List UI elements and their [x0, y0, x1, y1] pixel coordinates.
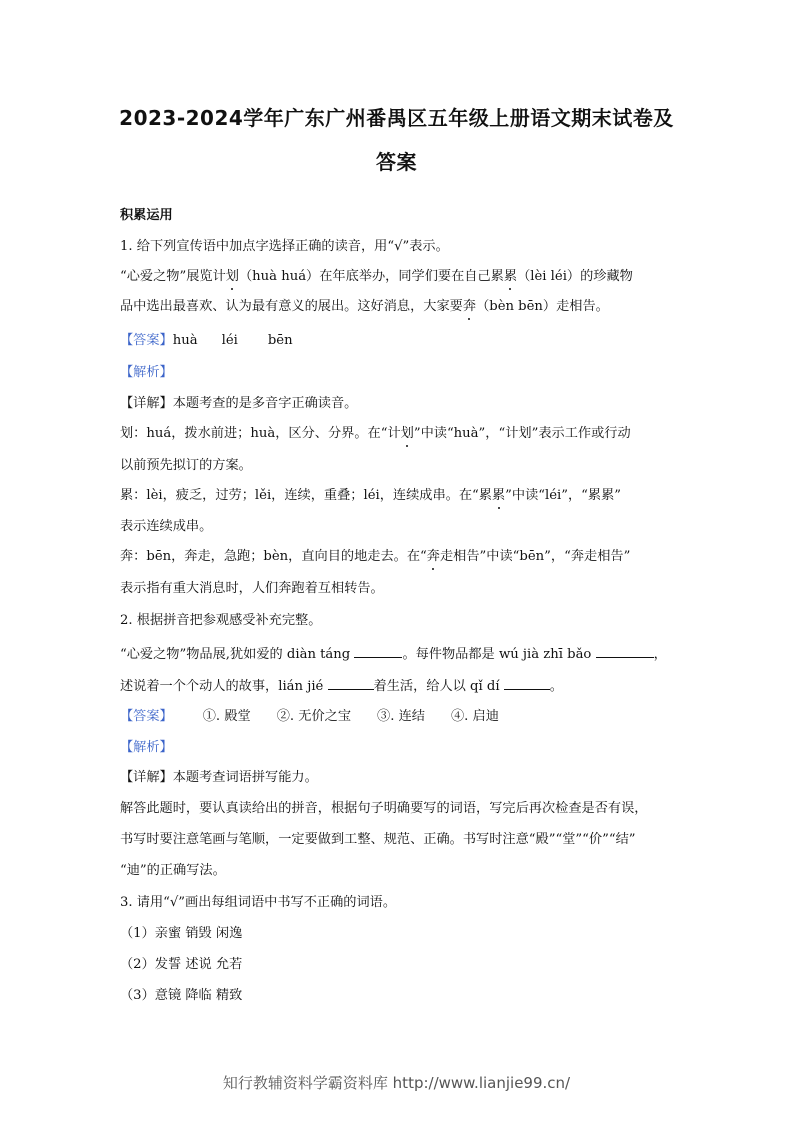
q1-explain-3: 累：lèi，疲乏，过劳；lěi，连续，重叠；léi，连续成串。在“累累”中读“léi”，“累累” [120, 488, 622, 503]
q1-stem: 1. 给下列宣传语中加点字选择正确的读音，用“√”表示。 [120, 239, 449, 254]
q3-group-2: （2）发誓 述说 允若 [120, 957, 243, 972]
blank-4[interactable] [504, 677, 550, 690]
q2-detail: 【详解】本题考查词语拼写能力。 [120, 770, 318, 785]
q1-explain-2: 以前预先拟订的方案。 [120, 458, 252, 473]
answer-tag: 【答案】 [120, 333, 173, 348]
section-heading: 积累运用 [120, 208, 173, 223]
q1-explain-4: 表示连续成串。 [120, 519, 213, 534]
footer-watermark: 知行教辅资料学霸资料库 http://www.lianjie99.cn/ [222, 1074, 571, 1092]
blank-1[interactable] [354, 645, 402, 658]
q1-passage-line-2: 品中选出最喜欢、认为最有意义的展出。这好消息，大家要奔（bèn bēn）走相告。 [120, 299, 609, 314]
page-title: 2023-2024学年广东广州番禺区五年级上册语文期末试卷及 [119, 106, 674, 130]
q2-explain-2: 书写时要注意笔画与笔顺，一定要做到工整、规范、正确。书写时注意“殿”“堂”“价”“结” [120, 832, 636, 847]
page-title-continued: 答案 [376, 150, 417, 174]
q2-analysis-tag: 【解析】 [120, 740, 173, 755]
answer-tag: 【答案】 [120, 709, 173, 724]
blank-3[interactable] [328, 677, 374, 690]
blank-2[interactable] [596, 645, 654, 658]
q2-passage-line-2: 述说着一个个动人的故事，lián jié 着生活，给人以 qǐ dí 。 [120, 679, 563, 694]
q3-group-3: （3）意镜 降临 精致 [120, 988, 243, 1003]
q2-explain-1: 解答此题时，要认真读给出的拼音，根据句子明确要写的词语，写完后再次检查是否有误， [120, 801, 648, 816]
q3-stem: 3. 请用“√”画出每组词语中书写不正确的词语。 [120, 895, 397, 910]
q2-answer: 【答案】 ①. 殿堂 ②. 无价之宝 ③. 连结 ④. 启迪 [120, 709, 499, 724]
q2-passage-line-1: “心爱之物”物品展,犹如爱的 diàn táng 。每件物品都是 wú jià zhī bǎo ， [120, 647, 667, 662]
q1-analysis-tag: 【解析】 [120, 365, 173, 380]
q1-passage-line-1: “心爱之物”展览计划（huà huá）在年底举办，同学们要在自己累累（lèi léi）的珍藏物 [120, 269, 633, 284]
q1-explain-6: 表示指有重大消息时，人们奔跑着互相转告。 [120, 581, 384, 596]
q1-explain-1: 划：huá，拨水前进；huà，区分、分界。在“计划”中读“huà”，“计划”表示工作或行动 [120, 426, 631, 441]
q2-explain-3: “迪”的正确写法。 [120, 863, 226, 878]
q1-explain-5: 奔：bēn，奔走，急跑；bèn，直向目的地走去。在“奔走相告”中读“bēn”，“奔走相告” [120, 549, 631, 564]
q2-stem: 2. 根据拼音把参观感受补充完整。 [120, 613, 322, 628]
q1-detail: 【详解】本题考查的是多音字正确读音。 [120, 396, 358, 411]
q1-answer: 【答案】huà léi bēn [120, 333, 293, 348]
q3-group-1: （1）亲蜜 销毁 闲逸 [120, 926, 243, 941]
